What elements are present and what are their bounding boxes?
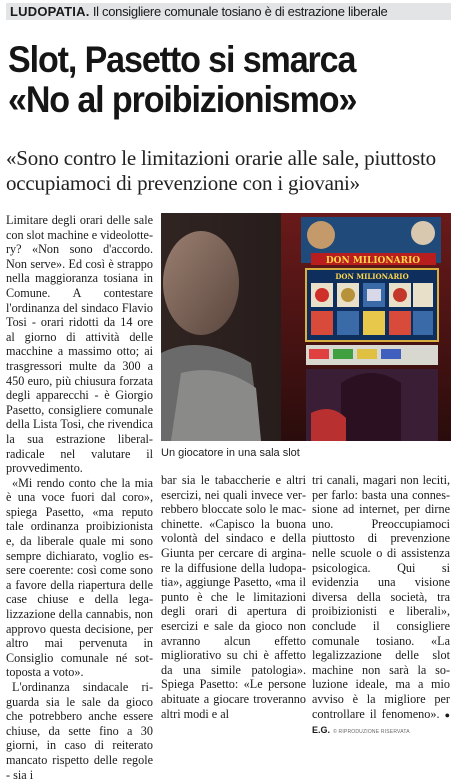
headline-line-1: Slot, Pasetto si smarca [8,39,356,80]
kicker-bar [6,3,451,20]
slot-screen-title: DON MILIONARIO [335,272,409,281]
paragraph-text: tri canali, magari non leciti, per farlo: basta una connessione ad internet, per dirne uno. Preoccupiamoci piuttosto di prevenzione nelle scuole o di assistenza psicologica. Qui si evidenzia una visione diversa della società, tra proibizionisti e liberali», conclude il consigliere comunale tosiano. «La legalizzazione delle slot machine non sarà la soluzione ideale, ma a mio avviso è la migliore per controllare il fenomeno». [312,473,450,721]
article-column-2 [161,473,306,721]
paragraph: Limitare degli orari delle sale con slot machine e videolottery? «Non sono d'accordo. Non serve». Ed così è strappo nella maggioranza tosiana in Comune. A contestare l'ordinanza del sindaco Flavio Tosi - orari ridotti da 14 ore al giorno di attività delle macchine a massimo otto; ai trasgressori multe da 300 a 450 euro, più chiusura forzata degli apparecchi - è Giorgio Pasetto, consigliere comunale della Lista Tosi, che rivendica la sua estrazione liberal-radicale nel valutare il provvedimento. [6,213,153,476]
slot-sign-top: DON MILIONARIO [325,256,421,266]
copyright-notice: © RIPRODUZIONE RISERVATA [333,729,410,736]
article-column-1 [6,213,153,782]
headline-line-2: «No al proibizionismo» [8,79,357,120]
subheadline: «Sono contro le limitazioni orarie alle sale, piuttosto occupiamoci di prevenzione con i giovani» [6,146,436,195]
paragraph: «Mi rendo conto che la mia è una voce fuori dal coro», spiega Pasetto, «ma reputo tale ordinanza proibizionista e, da liberale quale mi sono sempre dichiarato, voglio essere coerente: così come sono a favore della riapertura delle case chiuse e della legalizzazione della cannabis, non approvo questa decisione, per altro mai pervenuta in Consiglio comunale né sottoposta a voto». [6,475,153,680]
kicker-text: Il consigliere comunale tosiano è di estrazione liberale [89,4,388,19]
article-column-3 [312,473,450,740]
paragraph: L'ordinanza sindacale riguarda sia le sale da gioco che potrebbero anche essere chiuse, da sette fino a 30 giorni, in caso di reiterato mancato rispetto delle regole - sia i [6,680,153,782]
slot-machine-photo [161,213,451,441]
section-kicker: LUDOPATIA. [10,4,90,19]
photo-caption: Un giocatore in una sala slot [161,447,300,459]
article-photo [161,213,451,441]
headline [8,40,452,120]
author-initials: ● E.G. [312,709,450,736]
paragraph: bar sia le tabaccherie e altri esercizi, nei quali invece verrebbero bloccate solo le macchinette. «Capisco la buona volontà del sindaco e della Giunta per cercare di arginare la diffusione della ludopatia», aggiunge Pasetto, «ma il punto è che le limitazioni degli orari di apertura di esercizi e sale da gioco non avranno alcun effetto migliorativo su chi è affetto da una simile patologia». Spiega Pasetto: «Le persone abituate a giocare troveranno altri modi e al [161,473,306,721]
paragraph [312,473,450,740]
